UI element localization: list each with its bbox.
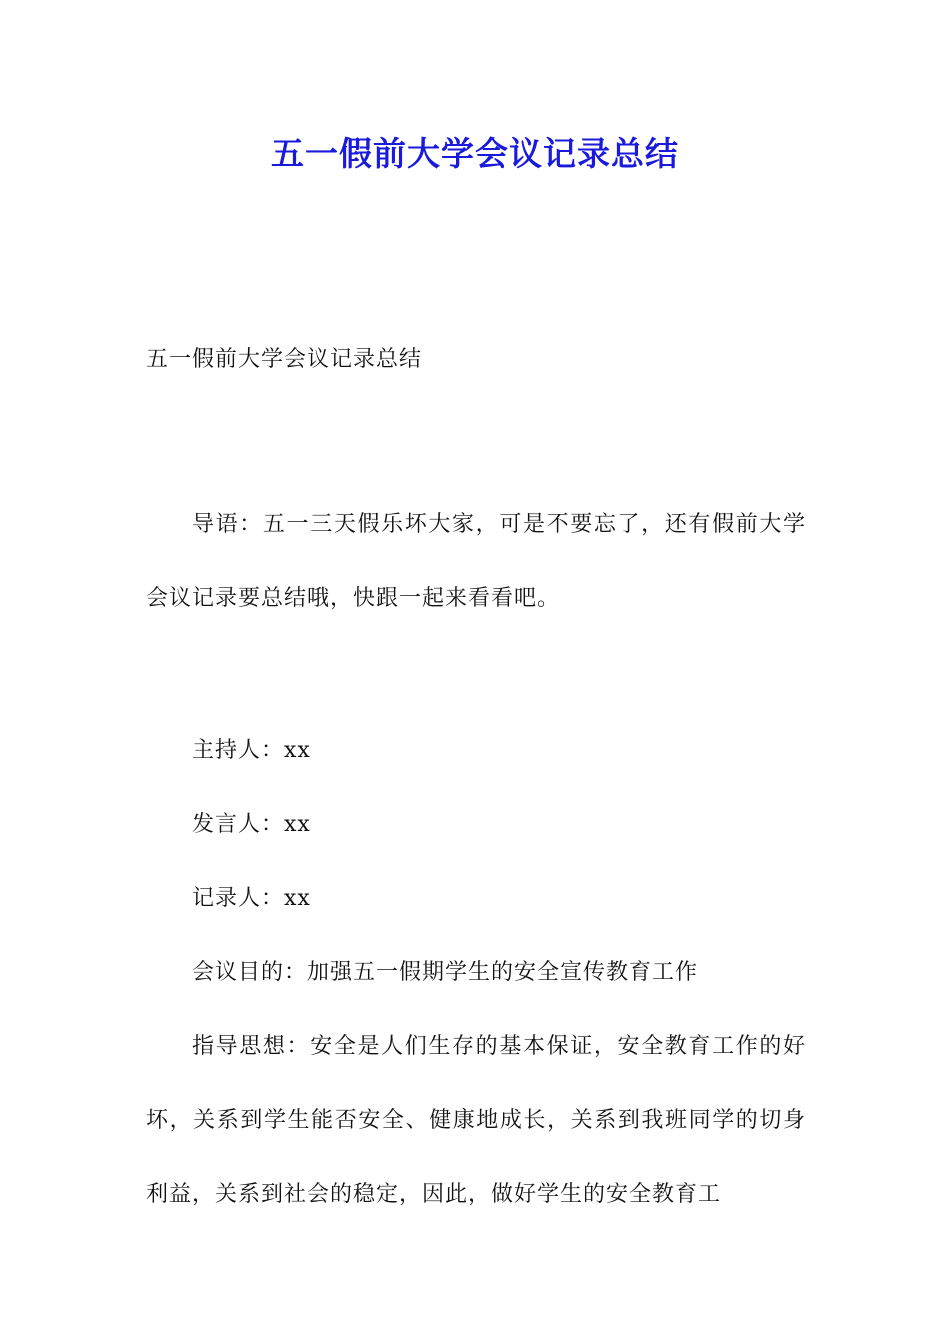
intro-paragraph: 导语：五一三天假乐坏大家，可是不要忘了，还有假前大学会议记录要总结哦，快跟一起来看看吧。 [146,512,806,611]
purpose-line: 会议目的：加强五一假期学生的安全宣传教育工作 [192,960,699,985]
meeting-info [146,714,806,1232]
document-subtitle: 五一假前大学会议记录总结 [146,347,423,372]
host-line: 主持人：xx [192,738,311,763]
document-title: 五一假前大学会议记录总结 [271,134,679,173]
speaker-line: 发言人：xx [192,812,311,837]
recorder-line: 记录人：xx [192,886,311,911]
guiding-thought-paragraph: 指导思想：安全是人们生存的基本保证，安全教育工作的好坏，关系到学生能否安全、健康地成长，关系到我班同学的切身利益，关系到社会的稳定，因此，做好学生的安全教育工 [146,1034,806,1207]
